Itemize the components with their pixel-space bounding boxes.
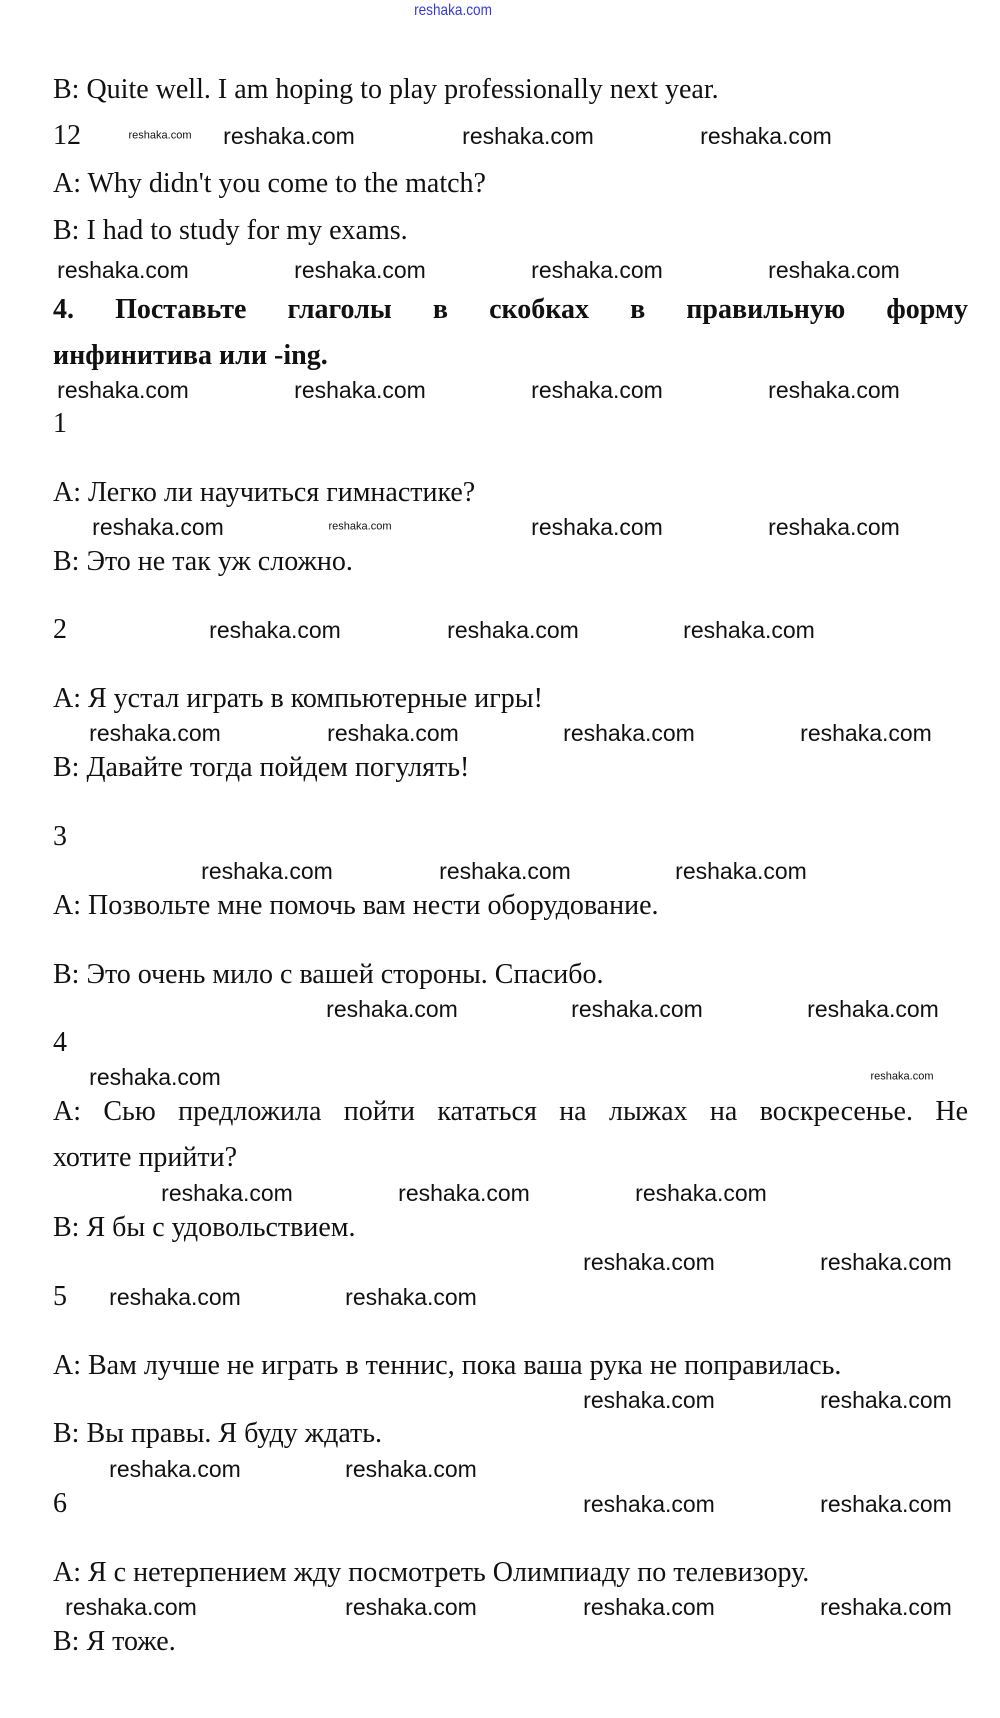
- dialogue-line: B: Вы правы. Я буду ждать.: [53, 1418, 383, 1449]
- dialogue-line: B: Quite well. I am hoping to play professionally next year.: [53, 74, 719, 105]
- watermark: reshaka.com: [89, 1064, 221, 1090]
- watermark: reshaka.com: [800, 720, 932, 746]
- item-number: 1: [53, 408, 67, 439]
- watermark: reshaka.com: [583, 1594, 715, 1620]
- watermark: reshaka.com: [294, 257, 426, 283]
- watermark: reshaka.com: [65, 1594, 197, 1620]
- dialogue-line: A: Сью предложила пойти кататься на лыжах на воскресенье. Не: [53, 1096, 968, 1127]
- watermark: reshaka.com: [209, 617, 341, 643]
- header-site-link[interactable]: reshaka.com: [414, 2, 492, 19]
- dialogue-line: A: Я с нетерпением жду посмотреть Олимпиаду по телевизору.: [53, 1557, 810, 1588]
- watermark: reshaka.com: [223, 123, 355, 149]
- watermark: reshaka.com: [398, 1180, 530, 1206]
- watermark: reshaka.com: [768, 257, 900, 283]
- watermark: reshaka.com: [635, 1180, 767, 1206]
- dialogue-line: B: I had to study for my exams.: [53, 215, 408, 246]
- dialogue-line: A: Позвольте мне помочь вам нести оборудование.: [53, 890, 659, 921]
- watermark: reshaka.com: [820, 1387, 952, 1413]
- dialogue-line: A: Легко ли научиться гимнастике?: [53, 477, 476, 508]
- watermark: reshaka.com: [328, 520, 392, 533]
- watermark: reshaka.com: [807, 996, 939, 1022]
- dialogue-line: B: Я тоже.: [53, 1626, 176, 1657]
- item-number: 4: [53, 1027, 67, 1058]
- watermark: reshaka.com: [531, 514, 663, 540]
- watermark: reshaka.com: [683, 617, 815, 643]
- item-number: 2: [53, 614, 67, 645]
- watermark: reshaka.com: [583, 1249, 715, 1275]
- dialogue-line: B: Я бы с удовольствием.: [53, 1212, 356, 1243]
- item-number: 6: [53, 1488, 67, 1519]
- watermark: reshaka.com: [92, 514, 224, 540]
- watermark: reshaka.com: [128, 129, 192, 142]
- dialogue-line: B: Это не так уж сложно.: [53, 546, 353, 577]
- watermark: reshaka.com: [294, 377, 426, 403]
- watermark: reshaka.com: [820, 1594, 952, 1620]
- watermark: reshaka.com: [820, 1491, 952, 1517]
- watermark: reshaka.com: [439, 858, 571, 884]
- watermark: reshaka.com: [675, 858, 807, 884]
- item-number: 3: [53, 821, 67, 852]
- dialogue-line: B: Давайте тогда пойдем погулять!: [53, 752, 470, 783]
- watermark: reshaka.com: [326, 996, 458, 1022]
- watermark: reshaka.com: [345, 1284, 477, 1310]
- item-number: 5: [53, 1281, 67, 1312]
- watermark: reshaka.com: [447, 617, 579, 643]
- dialogue-line: A: Вам лучше не играть в теннис, пока ваша рука не поправилась.: [53, 1350, 842, 1381]
- watermark: reshaka.com: [161, 1180, 293, 1206]
- watermark: reshaka.com: [820, 1249, 952, 1275]
- watermark: reshaka.com: [89, 720, 221, 746]
- watermark: reshaka.com: [583, 1491, 715, 1517]
- exercise-heading-cont: инфинитива или -ing.: [53, 340, 328, 371]
- watermark: reshaka.com: [345, 1594, 477, 1620]
- watermark: reshaka.com: [462, 123, 594, 149]
- watermark: reshaka.com: [768, 377, 900, 403]
- watermark: reshaka.com: [57, 257, 189, 283]
- dialogue-line: A: Why didn't you come to the match?: [53, 168, 486, 199]
- watermark: reshaka.com: [327, 720, 459, 746]
- watermark: reshaka.com: [57, 377, 189, 403]
- watermark: reshaka.com: [201, 858, 333, 884]
- watermark: reshaka.com: [109, 1456, 241, 1482]
- watermark: reshaka.com: [563, 720, 695, 746]
- watermark: reshaka.com: [700, 123, 832, 149]
- watermark: reshaka.com: [531, 377, 663, 403]
- watermark: reshaka.com: [531, 257, 663, 283]
- watermark: reshaka.com: [870, 1070, 934, 1083]
- dialogue-line: B: Это очень мило с вашей стороны. Спасибо.: [53, 959, 604, 990]
- dialogue-line-cont: хотите прийти?: [53, 1142, 238, 1173]
- watermark: reshaka.com: [583, 1387, 715, 1413]
- watermark: reshaka.com: [109, 1284, 241, 1310]
- watermark: reshaka.com: [768, 514, 900, 540]
- watermark: reshaka.com: [345, 1456, 477, 1482]
- item-number: 12: [53, 120, 81, 151]
- dialogue-line: A: Я устал играть в компьютерные игры!: [53, 683, 543, 714]
- exercise-heading: 4. Поставьте глаголы в скобках в правильную форму: [53, 294, 968, 325]
- watermark: reshaka.com: [571, 996, 703, 1022]
